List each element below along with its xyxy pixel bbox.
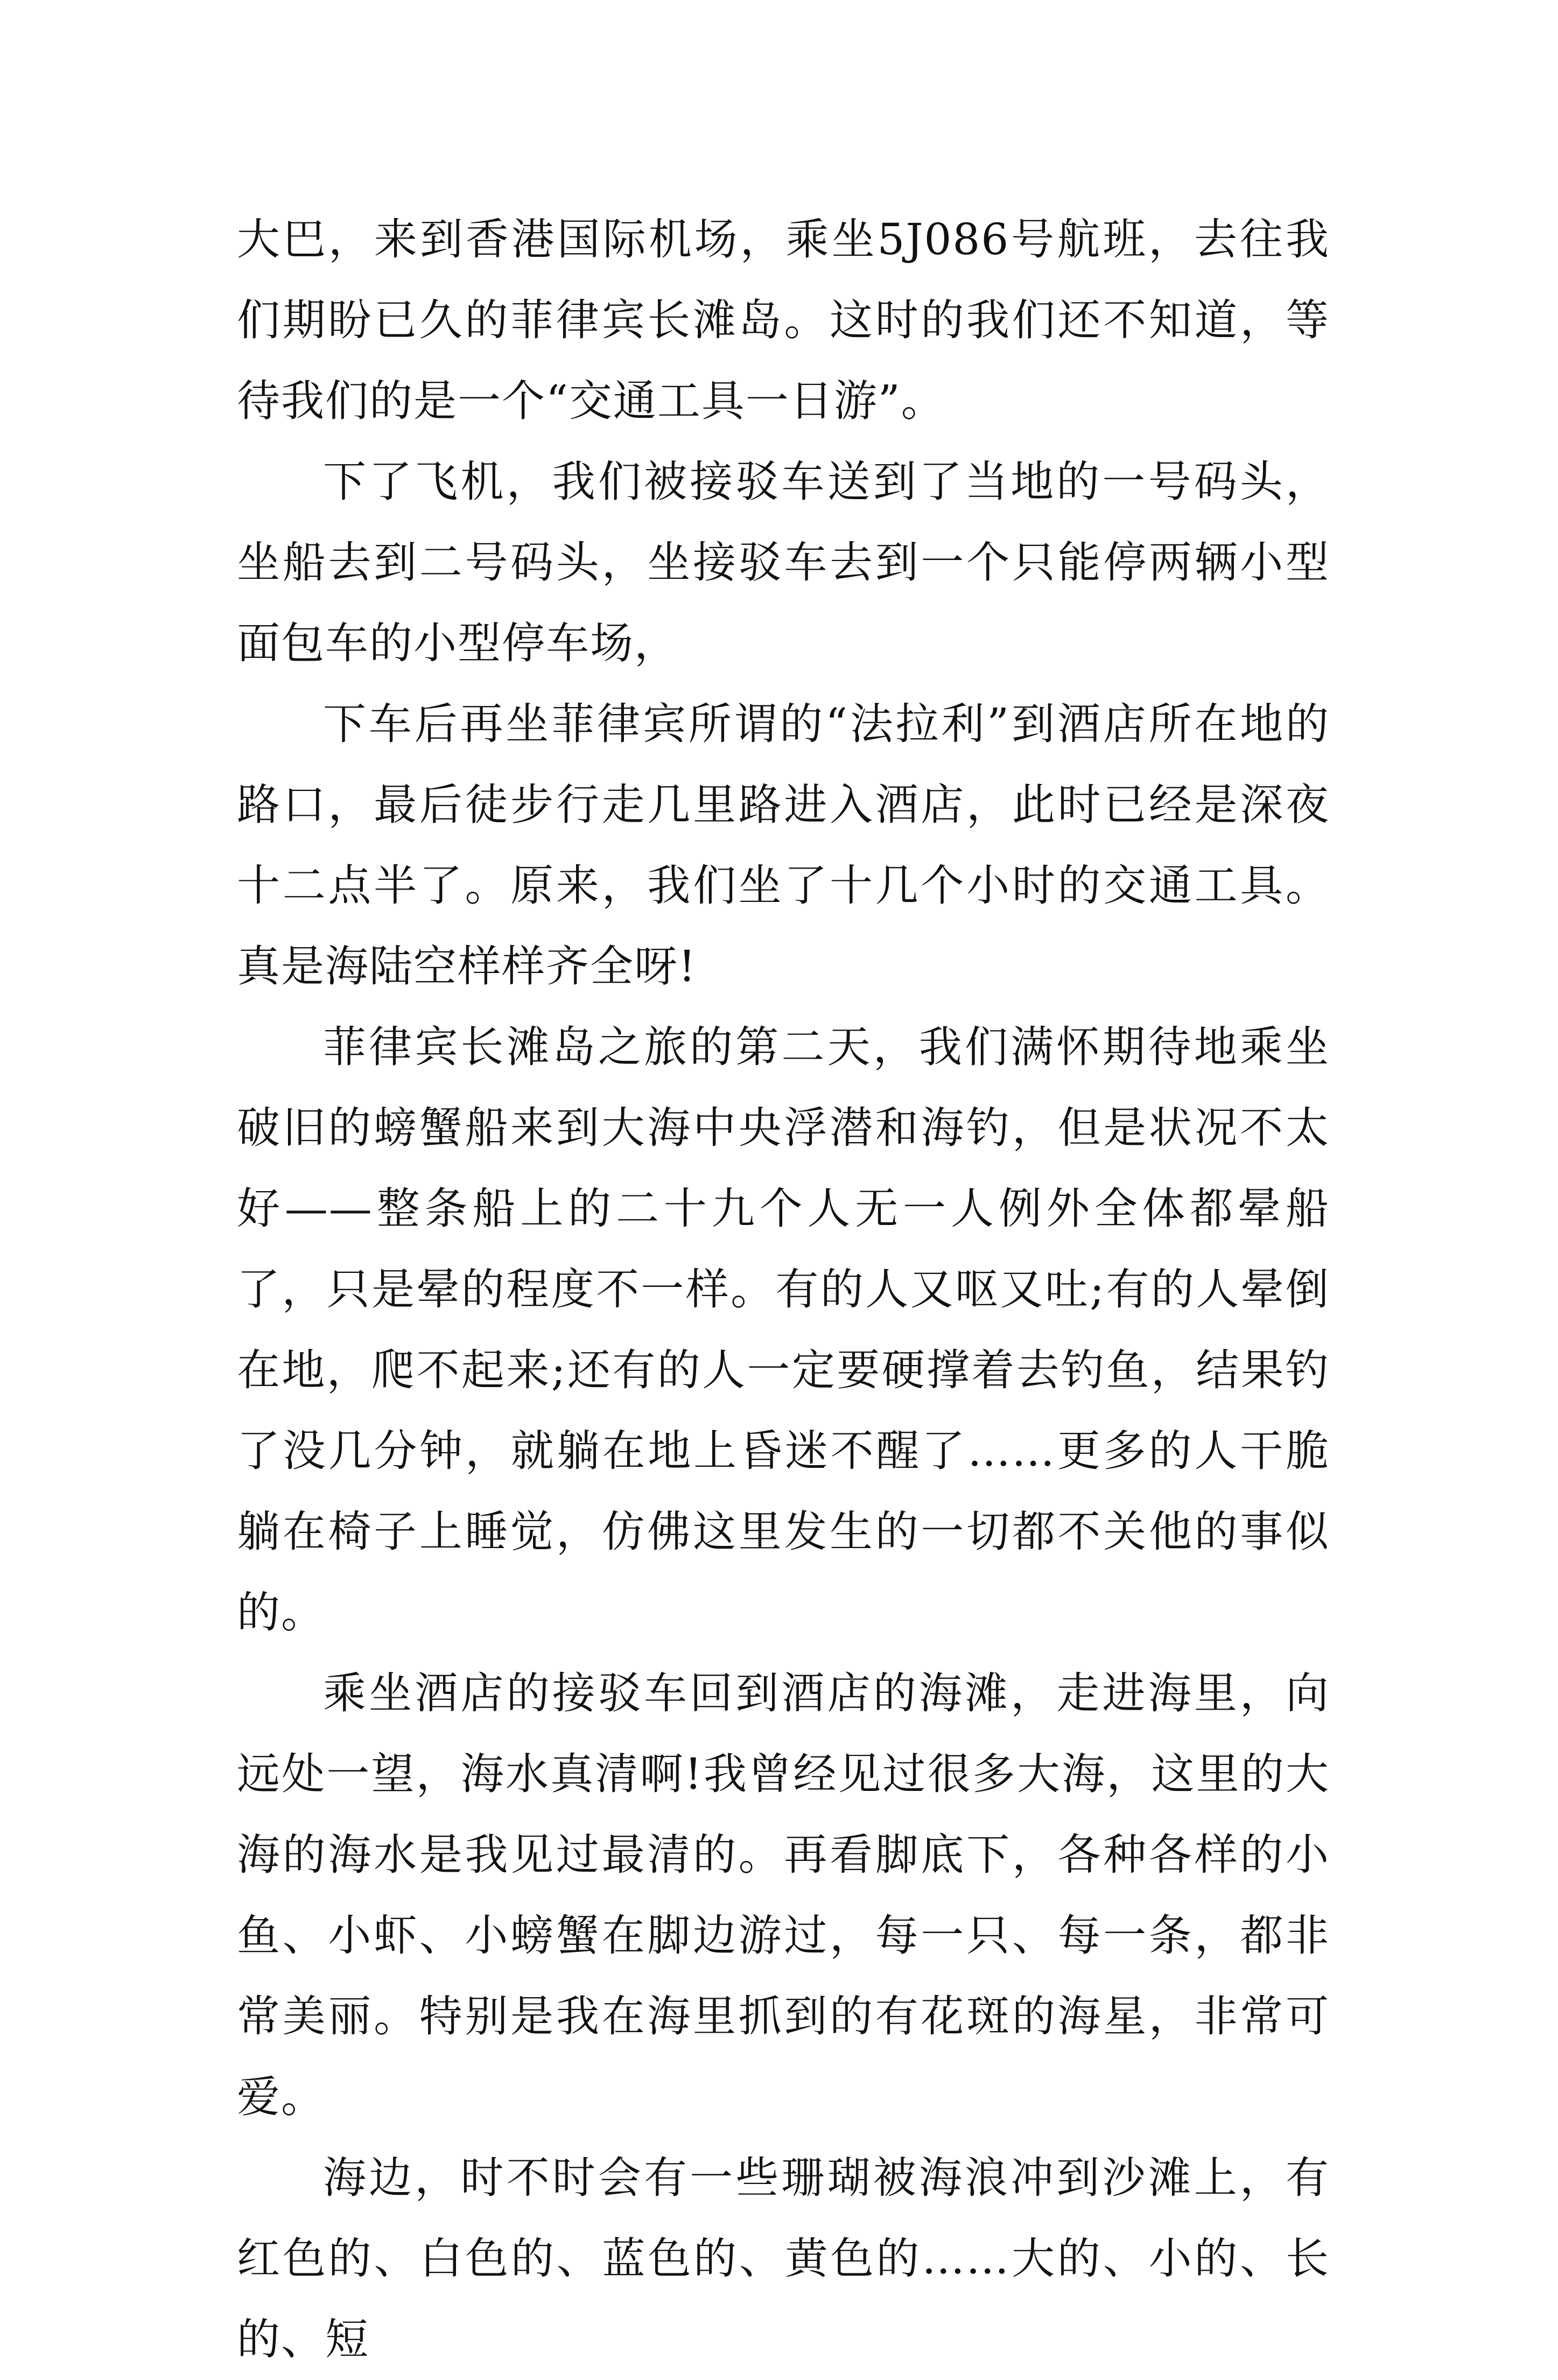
paragraph-2: 下了飞机，我们被接驳车送到了当地的一号码头，坐船去到二号码头，坐接驳车去到一个只能停两辆小型面包车的小型停车场， bbox=[237, 457, 1330, 668]
paragraph-4: 菲律宾长滩岛之旅的第二天，我们满怀期待地乘坐破旧的螃蟹船来到大海中央浮潜和海钓，但是状况不太好——整条船上的二十九个人无一人例外全体都晕船了，只是晕的程度不一样。有的人又呕又吐;有的人晕倒在地，爬不起来;还有的人一定要硬撑着去钓鱼，结果钓了没几分钟，就躺在地上昏迷不醒了……更多的人干脆躺在椅子上睡觉，仿佛这里发生的一切都不关他的事似的。 bbox=[237, 1022, 1330, 1637]
body-text bbox=[237, 199, 1330, 2380]
paragraph-1: 大巴，来到香港国际机场，乘坐5J086号航班，去往我们期盼已久的菲律宾长滩岛。这时的我们还不知道，等待我们的是一个“交通工具一日游”。 bbox=[237, 214, 1330, 426]
paragraph-3: 下车后再坐菲律宾所谓的“法拉利”到酒店所在地的路口，最后徒步行走几里路进入酒店，此时已经是深夜十二点半了。原来，我们坐了十几个小时的交通工具。真是海陆空样样齐全呀! bbox=[237, 699, 1330, 991]
paragraph-5: 乘坐酒店的接驳车回到酒店的海滩，走进海里，向远处一望，海水真清啊!我曾经见过很多大海，这里的大海的海水是我见过最清的。再看脚底下，各种各样的小鱼、小虾、小螃蟹在脚边游过，每一只、每一条，都非常美丽。特别是我在海里抓到的有花斑的海星，非常可爱。 bbox=[237, 1668, 1330, 2122]
paragraph-6: 海边，时不时会有一些珊瑚被海浪冲到沙滩上，有红色的、白色的、蓝色的、黄色的……大的、小的、长的、短 bbox=[237, 2153, 1330, 2364]
